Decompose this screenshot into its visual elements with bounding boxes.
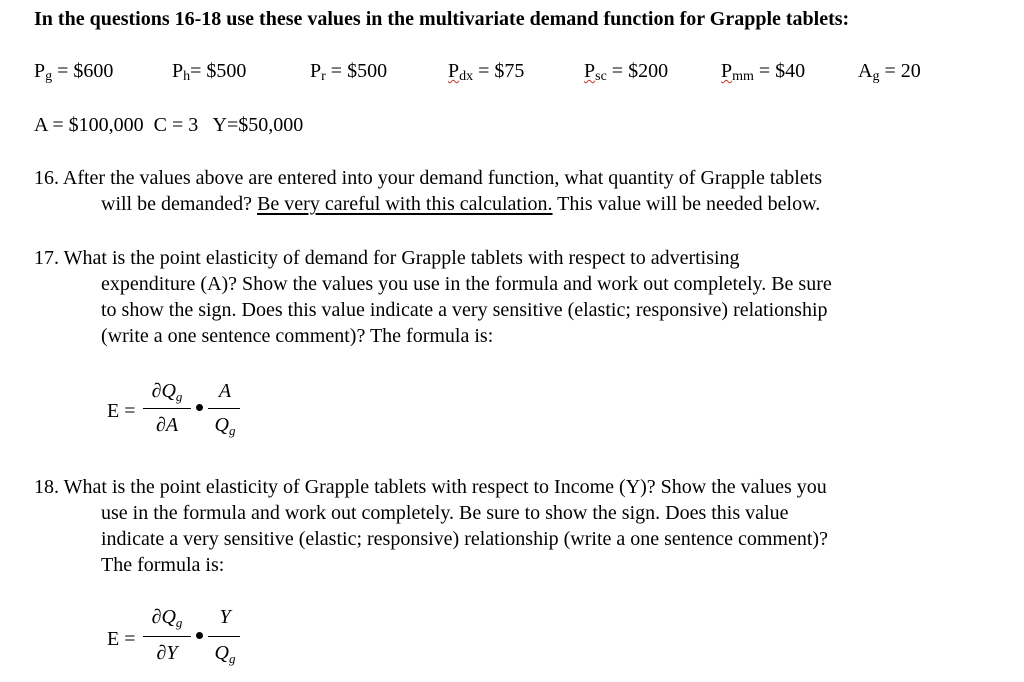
formula-1-lhs: E =: [107, 400, 136, 422]
variable-ag: $A_g = 20$: [858, 60, 921, 84]
formula-2-bar-2: [208, 636, 240, 637]
formula-1-denominator-2: $Q_g$: [214, 414, 236, 438]
q17-line-3: to show the sign. Does this value indicate a very sensitive (elastic; responsive) relationship: [101, 299, 828, 321]
variable-ph: $P_h=$ $500: [172, 60, 247, 84]
q16-line-2: will be demanded? Be very careful with this calculation. This value will be needed below.: [101, 193, 821, 215]
formula-1-bar-1: [143, 408, 191, 409]
question-16: [34, 165, 822, 217]
variable-pg: $P_g$ = $600: [34, 60, 114, 84]
question-17: [34, 245, 832, 349]
variable-psc: $P_{sc}$ = $200: [584, 60, 669, 84]
multiply-dot: [196, 632, 203, 639]
q18-line-2: use in the formula and work out completely. Be sure to show the sign. Does this value: [101, 502, 789, 524]
question-18: [34, 474, 828, 578]
q16-line-1: 16. After the values above are entered into your demand function, what quantity of Grapple tablets: [34, 167, 823, 189]
variable-pmm: $P_{mm}$ = $40: [721, 60, 806, 84]
q17-line-2: expenditure (A)? Show the values you use in the formula and work out completely. Be sure: [101, 273, 832, 295]
q16-emphasis: Be very careful with this calculation.: [257, 193, 553, 215]
question-heading: In the questions 16-18 use these values in the multivariate demand function for Grapple tablets:: [34, 8, 850, 30]
q18-line-4: The formula is:: [101, 554, 225, 576]
q18-line-1: 18. What is the point elasticity of Grapple tablets with respect to Income (Y)? Show the values you: [34, 476, 827, 498]
formula-2-numerator-1: $\partial Q_g$: [151, 606, 183, 630]
q18-line-3: indicate a very sensitive (elastic; responsive) relationship (write a one sentence comment)?: [101, 528, 828, 550]
additional-values: A = $100,000 C = 3 Y=$50,000: [34, 114, 304, 136]
formula-2-denominator-1: ∂Y: [156, 642, 178, 664]
formula-1-numerator-1: $\partial Q_g$: [151, 380, 183, 404]
q17-line-1: 17. What is the point elasticity of demand for Grapple tablets with respect to advertising: [34, 247, 740, 269]
formula-1-bar-2: [208, 408, 240, 409]
multiply-dot: [196, 404, 203, 411]
formula-1-numerator-2: A: [218, 380, 232, 402]
variable-pr: $P_r$ = $500: [310, 60, 388, 84]
variable-pdx: $P_{dx}$ = $75: [448, 60, 525, 84]
formula-2-bar-1: [143, 636, 191, 637]
formula-2-denominator-2: $Q_g$: [214, 642, 236, 666]
formula-2-numerator-2: Y: [219, 606, 231, 628]
q17-line-4: (write a one sentence comment)? The formula is:: [101, 325, 494, 347]
formula-1-denominator-1: ∂A: [155, 414, 179, 436]
formula-2-lhs: E =: [107, 628, 136, 650]
